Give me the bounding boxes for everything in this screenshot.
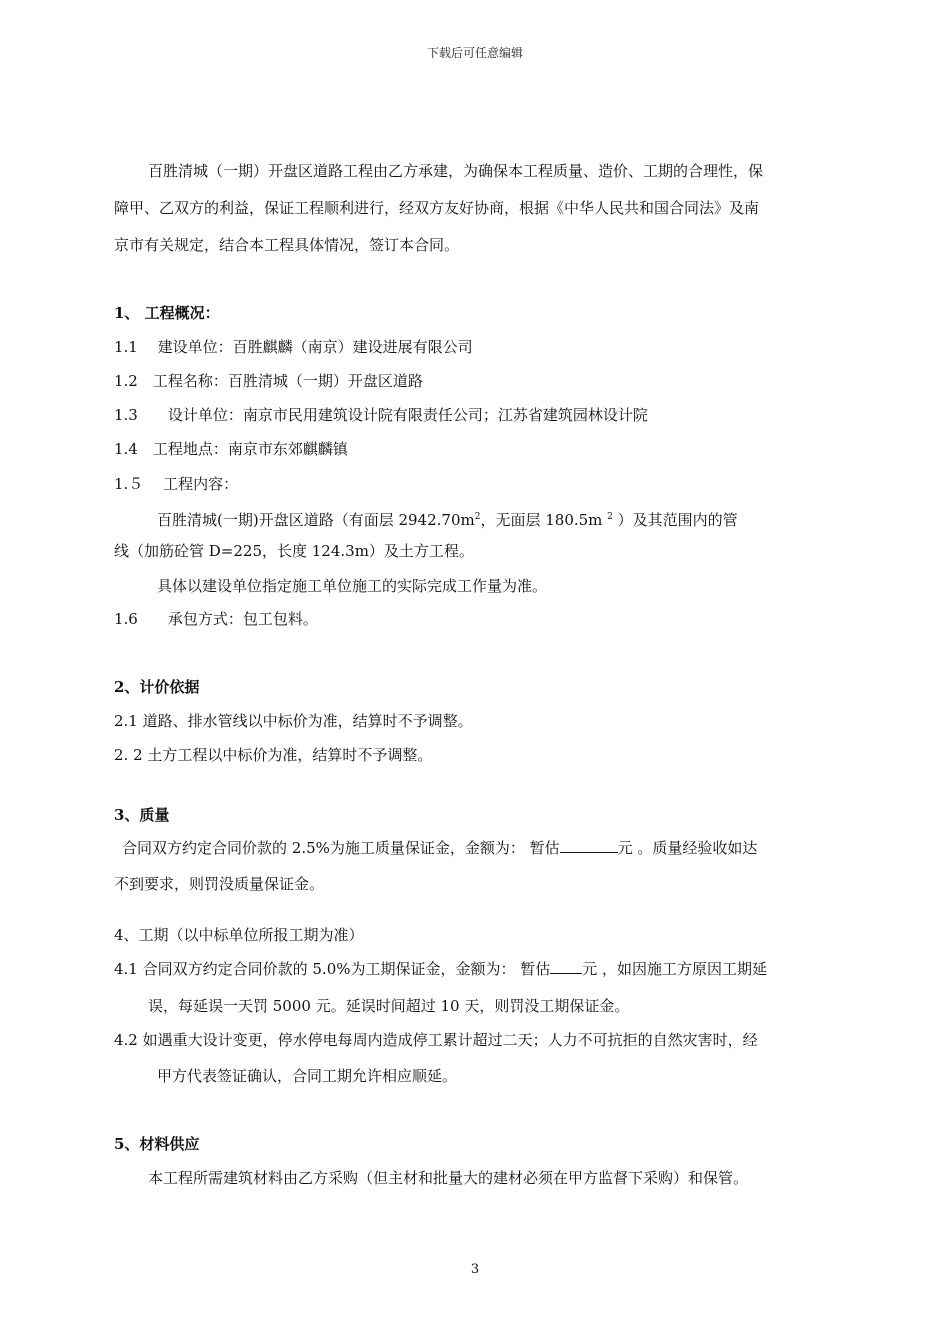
item-1-5: 1.５ 工程内容： (114, 475, 239, 493)
quality-line-1: 合同双方约定合同价款的 2.5%为施工质量保证金，金额为： 暂估 元 。质量经验收如达 (122, 839, 758, 857)
work-content-line-3: 具体以建设单位指定施工单位施工的实际完成工作量为准。 (157, 577, 548, 595)
page-number: 3 (470, 1262, 480, 1277)
work-content-line-1: 百胜清城(一期)开盘区道路（有面层 $2942.70m^2$，无面层 180.5m $^2$ ）及其范围内的管 (157, 511, 738, 529)
schedule-amount-blank (550, 959, 582, 974)
item-4-2: 4.2 如遇重大设计变更，停水停电每周内造成停工累计超过二天；人力不可抗拒的自然灾害时，经 (114, 1031, 758, 1049)
item-1-4: 1.4 工程地点：南京市东郊麒麟镇 (114, 440, 348, 458)
item-4-2-cont: 甲方代表签证确认，合同工期允许相应顺延。 (157, 1067, 458, 1085)
materials-line: 本工程所需建筑材料由乙方采购（但主材和批量大的建材必须在甲方监督下采购）和保管。 (148, 1169, 749, 1187)
section-4-title: 4、工期（以中标单位所报工期为准） (114, 926, 364, 944)
item-1-1: 1.1 建设单位：百胜麒麟（南京）建设进展有限公司 (114, 338, 473, 356)
item-2-1: 2.1 道路、排水管线以中标价为准，结算时不予调整。 (114, 712, 473, 730)
intro-line-2: 障甲、乙双方的利益，保证工程顺利进行，经双方友好协商，根据《中华人民共和国合同法》及南 (114, 199, 760, 217)
quality-amount-blank (560, 838, 618, 853)
item-4-1-cont: 误，每延误一天罚 5000 元。延误时间超过 10 天，则罚没工期保证金。 (148, 997, 630, 1015)
section-2-title: 2、计价依据 (114, 678, 200, 696)
item-2-2: 2. 2 土方工程以中标价为准，结算时不予调整。 (114, 746, 433, 764)
section-1-title: 1、 工程概况： (114, 304, 220, 322)
item-4-1: 4.1 合同双方约定合同价款的 5.0%为工期保证金，金额为： 暂估 元 ，如因施工方原因工期延 (114, 960, 768, 978)
section-3-title: 3、质量 (114, 806, 170, 824)
section-5-title: 5、材料供应 (114, 1135, 200, 1153)
quality-line-2: 不到要求，则罚没质量保证金。 (114, 875, 325, 893)
intro-line-3: 京市有关规定，结合本工程具体情况，签订本合同。 (114, 236, 460, 254)
item-1-3: 1.3 设计单位：南京市民用建筑设计院有限责任公司；江苏省建筑园林设计院 (114, 406, 648, 424)
page-header: 下载后可任意编辑 (426, 46, 523, 60)
item-1-2: 1.2 工程名称：百胜清城（一期）开盘区道路 (114, 372, 423, 390)
intro-line-1: 百胜清城（一期）开盘区道路工程由乙方承建，为确保本工程质量、造价、工期的合理性，保 (148, 162, 764, 180)
item-1-6: 1.6 承包方式：包工包料。 (114, 610, 318, 628)
work-content-line-2: 线（加筋砼管 D=225，长度 124.3m）及土方工程。 (114, 542, 474, 560)
